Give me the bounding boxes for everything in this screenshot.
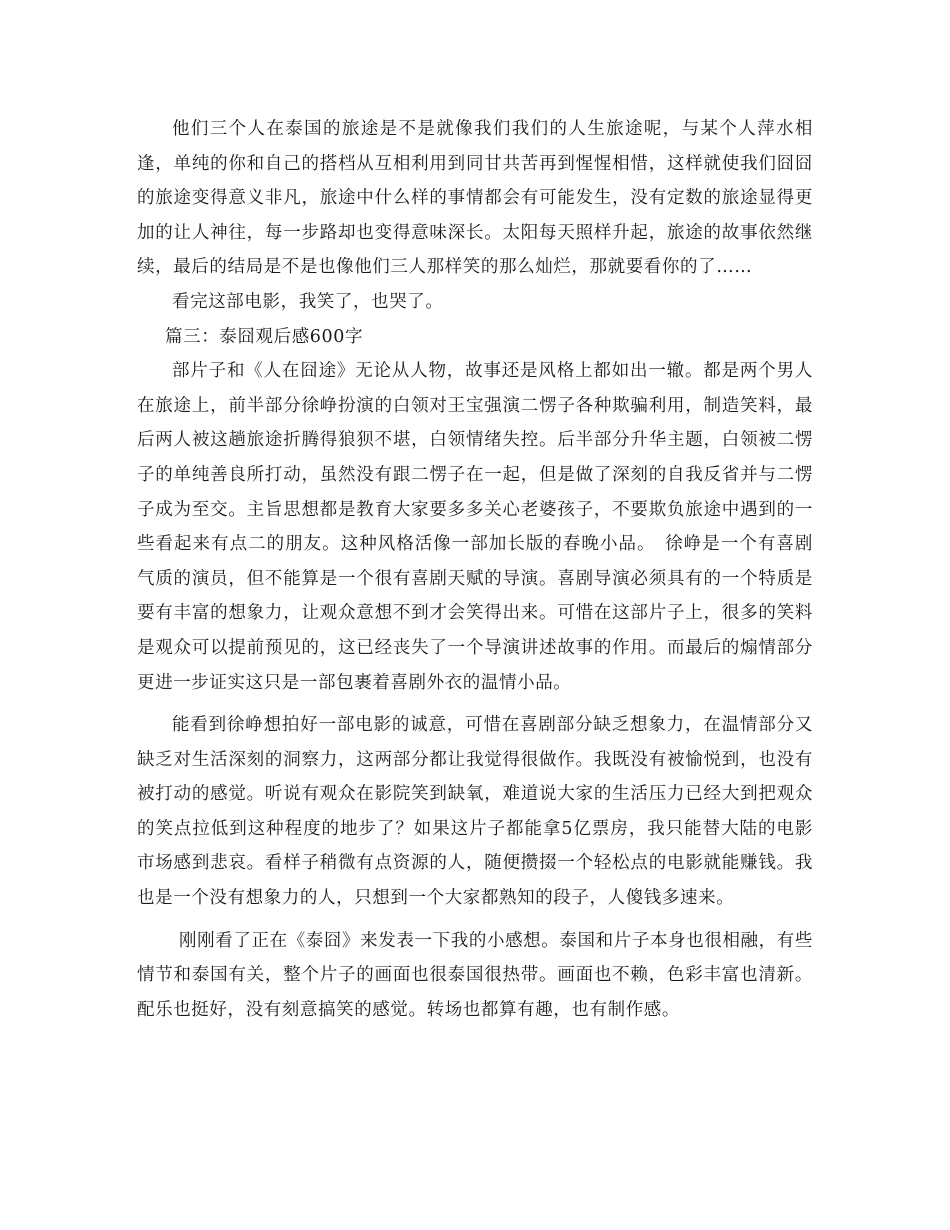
section-heading: 篇三：泰囧观后感600字 — [165, 326, 364, 347]
paragraph-laughed-and-cried: 看完这部电影，我笑了，也哭了。 — [172, 291, 444, 312]
paragraph-director-critique: 能看到徐峥想拍好一部电影的诚意，可惜在喜剧部分缺乏想象力，在温情部分又缺乏对生活深刻的洞察力，这两部分都让我觉得很做作。我既没有被愉悦到，也没有被打动的感觉。听说有观众在影院笑到缺氧，难道说大家的生活压力已经大到把观众的笑点拉低到这种程度的地步了？如果这片子都能拿5亿票房，我只能替大陆的电影市场感到悲哀。看样子稍微有点资源的人，随便攒掇一个轻松点的电影就能赚钱。我也是一个没有想象力的人，只想到一个大家都熟知的段子，人傻钱多速来。 — [137, 715, 813, 909]
document-page — [137, 112, 813, 1027]
paragraph-thailand-impression: 刚刚看了正在《泰囧》来发表一下我的小感想。泰国和片子本身也很相融，有些情节和泰国有关，整个片子的画面也很泰国很热带。画面也不赖，色彩丰富也清新。配乐也挺好，没有刻意搞笑的感觉。转场也都算有趣，也有制作感。 — [137, 930, 813, 1020]
paragraph-journey-reflection: 他们三个人在泰国的旅途是不是就像我们我们的人生旅途呢，与某个人萍水相逢，单纯的你和自己的搭档从互相利用到同甘共苦再到惺惺相惜，这样就使我们囧囧的旅途变得意义非凡，旅途中什么样的事情都会有可能发生，没有定数的旅途显得更加的让人神往，每一步路却也变得意味深长。太阳每天照样升起，旅途的故事依然继续，最后的结局是不是也像他们三人那样笑的那么灿烂，那就要看你的了…… — [137, 119, 813, 278]
paragraph-film-comparison: 部片子和《人在囧途》无论从人物，故事还是风格上都如出一辙。都是两个男人在旅途上，前半部分徐峥扮演的白领对王宝强演二愣子各种欺骗利用，制造笑料，最后两人被这趟旅途折腾得狼狈不堪，白领情绪失控。后半部分升华主题，白领被二愣子的单纯善良所打动，虽然没有跟二愣子在一起，但是做了深刻的自我反省并与二愣子成为至交。主旨思想都是教育大家要多多关心老婆孩子，不要欺负旅途中遇到的一些看起来有点二的朋友。这种风格活像一部加长版的春晚小品。 徐峥是一个有喜剧气质的演员，但不能算是一个很有喜剧天赋的导演。喜剧导演必须具有的一个特质是要有丰富的想象力，让观众意想不到才会笑得出来。可惜在这部片子上，很多的笑料是观众可以提前预见的，这已经丧失了一个导演讲述故事的作用。而最后的煽情部分更进一步证实这只是一部包裹着喜剧外衣的温情小品。 — [137, 361, 813, 693]
